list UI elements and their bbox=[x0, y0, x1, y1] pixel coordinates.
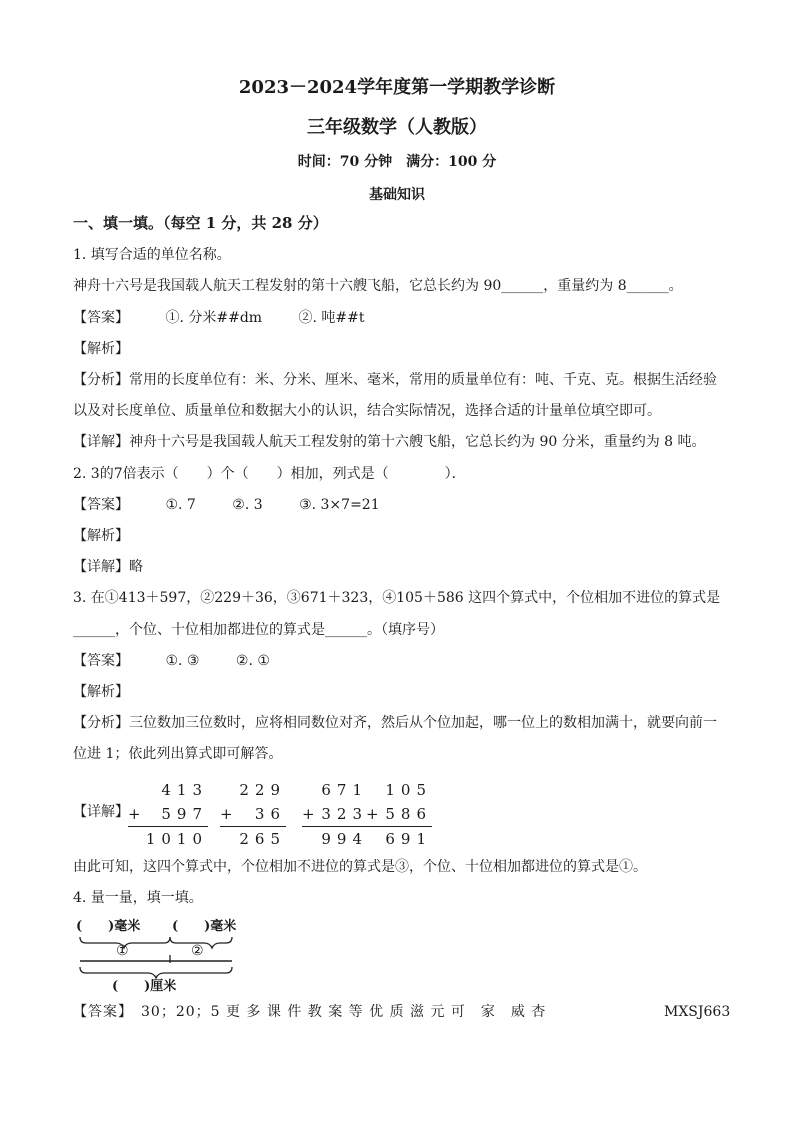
vertical-addition bbox=[128, 778, 208, 851]
q3-stem-line1: 3. 在①413＋597，②229＋36，③671＋323，④105＋586 这四个算式中，个位相加不进位的算式是 bbox=[73, 590, 721, 606]
q1-text: 神舟十六号是我国载人航天工程发射的第十六艘飞船，它总长约为 90______，重量约为 8______。 bbox=[73, 278, 683, 294]
addend-top: 105 bbox=[385, 781, 432, 799]
measure-figure bbox=[76, 915, 256, 995]
addend-bottom-value: 36 bbox=[254, 805, 286, 823]
q3-fenxi-line2: 位进 1；依此列出算式即可解答。 bbox=[73, 746, 283, 762]
q4-stem: 4. 量一量，填一填。 bbox=[73, 890, 203, 906]
sum: 691 bbox=[366, 826, 432, 851]
addend-top: 413 bbox=[161, 781, 208, 799]
page-subtitle: 三年级数学（人教版） bbox=[307, 117, 487, 138]
q4-answer-line: 【答案】 30；20；5 更 多 课 件 教 案 等 优 质 滋 元 可 家 威 杏 bbox=[73, 1004, 547, 1020]
q3-stem-line2: ______，个位、十位相加都进位的算式是______。（填序号） bbox=[73, 622, 444, 638]
answer-item: ①. ③ bbox=[165, 653, 200, 669]
doc-code: MXSJ663 bbox=[664, 1004, 731, 1020]
addend-bottom bbox=[220, 802, 286, 826]
answer-label: 【答案】 bbox=[73, 653, 129, 669]
label-bottom: ( )厘米 bbox=[112, 979, 177, 994]
answer-item: ③. 3×7=21 bbox=[299, 497, 380, 513]
q1-stem: 1. 填写合适的单位名称。 bbox=[73, 247, 231, 263]
q2-stem: 2. 3的7倍表示（ ）个（ ）相加，列式是（ ）． bbox=[73, 466, 466, 482]
sum: 994 bbox=[302, 826, 368, 851]
page-title: 2023－2024学年度第一学期教学诊断 bbox=[238, 77, 556, 98]
addend-top: 671 bbox=[321, 781, 368, 799]
q3-conclusion: 由此可知，这四个算式中，个位相加不进位的算式是③，个位、十位相加都进位的算式是①。 bbox=[73, 859, 647, 875]
addend-bottom bbox=[366, 802, 432, 826]
plus-sign: + bbox=[366, 805, 385, 823]
answer-item: ②. ① bbox=[235, 653, 270, 669]
addend-bottom-value: 597 bbox=[161, 805, 208, 823]
section-title: 基础知识 bbox=[369, 187, 425, 203]
addend-bottom bbox=[128, 802, 208, 826]
q1-detail: 【详解】神舟十六号是我国载人航天工程发射的第十六艘飞船，它总长约为 90 分米，重量约为 8 吨。 bbox=[73, 434, 706, 450]
exam-meta: 时间：70 分钟 满分：100 分 bbox=[297, 154, 497, 170]
answer-item: ①. 分米##dm bbox=[165, 310, 263, 326]
addend-bottom bbox=[302, 802, 368, 826]
vertical-addition bbox=[366, 778, 432, 851]
plus-sign: + bbox=[302, 805, 321, 823]
answer-item: ②. 3 bbox=[232, 497, 263, 513]
sum: 265 bbox=[220, 826, 286, 851]
q1-fenxi-line1: 【分析】常用的长度单位有：米、分米、厘米、毫米，常用的质量单位有：吨、千克、克。根据生活经验 bbox=[73, 372, 717, 388]
q3-detail-label: 【详解】 bbox=[73, 804, 129, 820]
label-right: ( )毫米 bbox=[172, 919, 237, 934]
q3-answer-row bbox=[73, 652, 270, 670]
q3-fenxi-line1: 【分析】三位数加三位数时，应将相同数位对齐，然后从个位加起，哪一位上的数相加满十，就要向前一 bbox=[73, 715, 717, 731]
label-left: ( )毫米 bbox=[76, 919, 141, 934]
plus-sign: + bbox=[220, 805, 239, 823]
answer-label: 【答案】 bbox=[73, 310, 129, 326]
q1-answer-row bbox=[73, 309, 365, 327]
vertical-addition bbox=[302, 778, 368, 851]
sum: 1010 bbox=[128, 826, 208, 851]
answer-label: 【答案】 bbox=[73, 497, 129, 513]
q2-detail: 【详解】略 bbox=[73, 559, 143, 575]
q2-analysis-label: 【解析】 bbox=[73, 528, 129, 544]
segment-2-label: ② bbox=[191, 943, 204, 959]
segment-1-label: ① bbox=[116, 943, 129, 959]
addend-bottom-value: 586 bbox=[385, 805, 432, 823]
q1-analysis-label: 【解析】 bbox=[73, 341, 129, 357]
q2-answer-row bbox=[73, 496, 380, 514]
q1-fenxi-line2: 以及对长度单位、质量单位和数据大小的认识，结合实际情况，选择合适的计量单位填空即可。 bbox=[73, 403, 661, 419]
part1-heading: 一、填一填。（每空 1 分，共 28 分） bbox=[73, 214, 328, 232]
plus-sign: + bbox=[128, 805, 147, 823]
vertical-addition bbox=[220, 778, 286, 851]
addend-top: 229 bbox=[239, 781, 286, 799]
answer-item: ①. 7 bbox=[165, 497, 196, 513]
answer-item: ②. 吨##t bbox=[298, 310, 365, 326]
q3-analysis-label: 【解析】 bbox=[73, 684, 129, 700]
addend-bottom-value: 323 bbox=[321, 805, 368, 823]
